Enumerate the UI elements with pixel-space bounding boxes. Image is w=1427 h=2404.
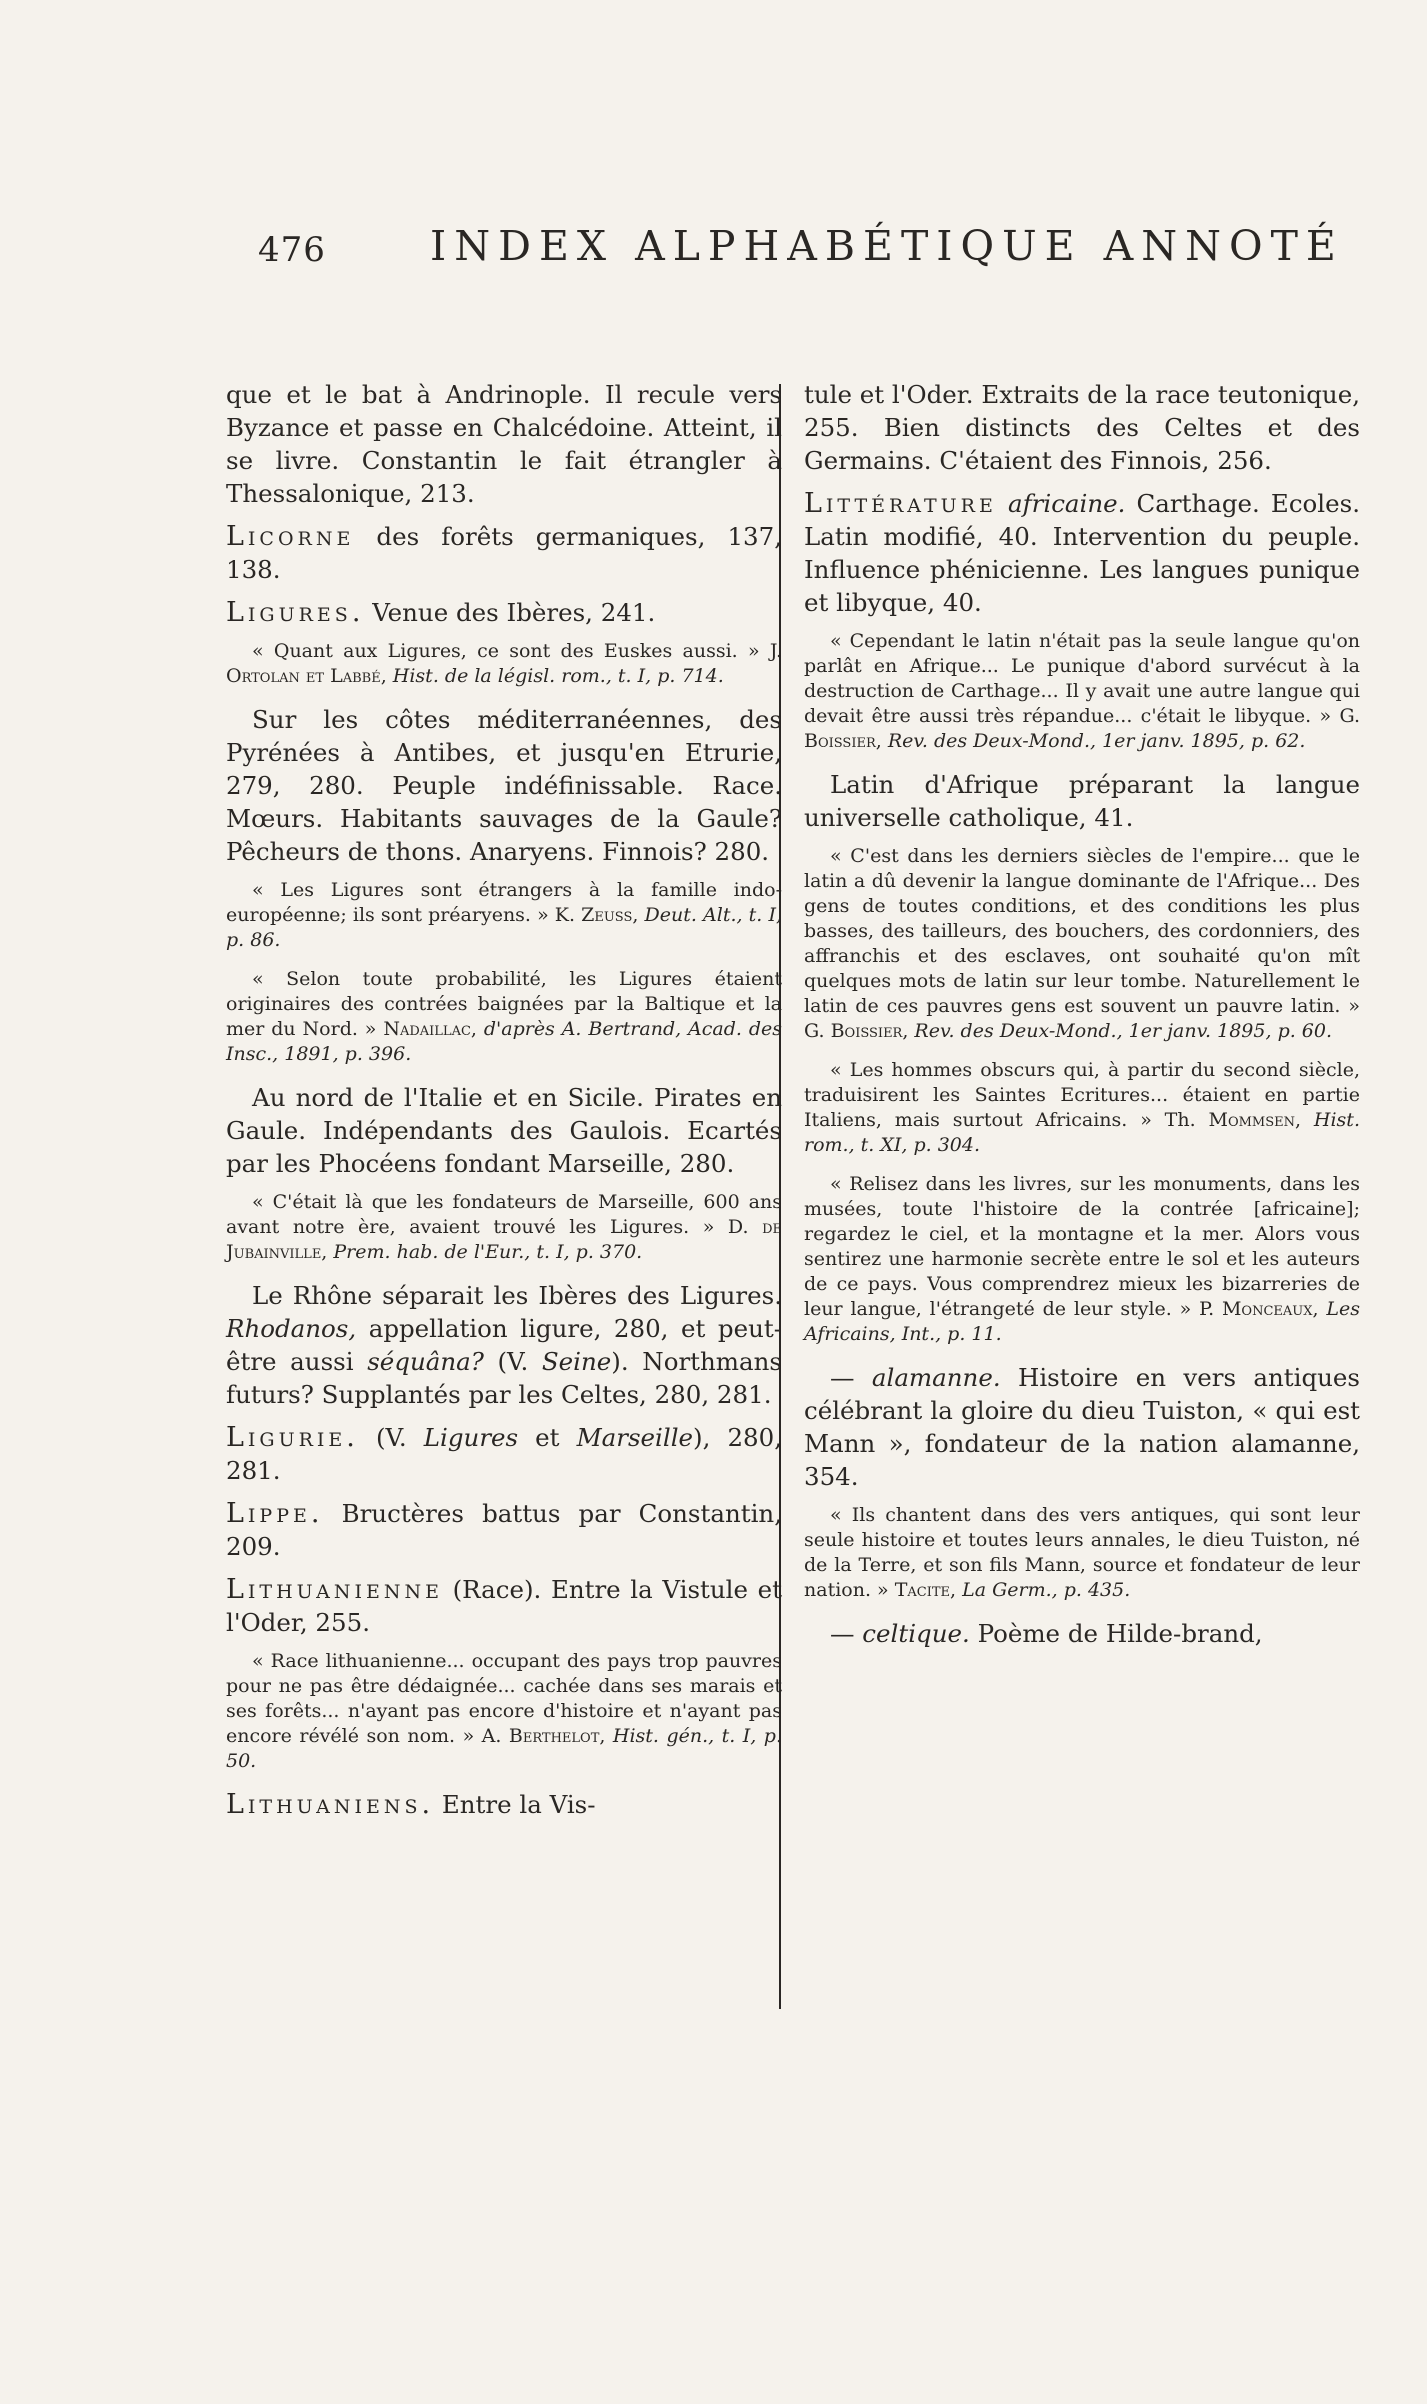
- quote-author: Monceaux,: [1221, 1298, 1319, 1320]
- entry-litterature: Littérature africaine. Carthage. Ecoles. Latin modifié, 40. Intervention du peuple. Influence phénicienne. Les langues punique et libyque, 40.: [804, 488, 1360, 617]
- quote-reference: La Germ., p. 435.: [956, 1579, 1131, 1601]
- right-column: [804, 378, 1360, 1660]
- quote-author: Mommsen,: [1208, 1109, 1302, 1131]
- quotation: « Les hommes obscurs qui, à partir du second siècle, traduisirent les Saintes Ecritures... étaient en partie Italiens, mais surtout Africains. » Th. Mommsen, Hist. rom., t. XI, p. 304.: [804, 1059, 1360, 1156]
- headword: Lippe.: [226, 1498, 324, 1529]
- entry-licorne: Licorne des forêts germaniques, 137, 138.: [226, 521, 782, 584]
- headword: Lithuanienne: [226, 1574, 443, 1605]
- quote-author: Boissier,: [830, 1020, 909, 1042]
- quotation: « Relisez dans les livres, sur les monuments, dans les musées, toute l'histoire de la contrée [africaine]; regardez le ciel, et la montagne et la mer. Alors vous sentirez une harmonie secrète entre le sol et les auteurs de ce pays. Vous comprendrez mieux les bizarreries de leur langue, l'étrangeté de leur style. » P. Monceaux, Les Africains, Int., p. 11.: [804, 1173, 1360, 1345]
- quote-reference: Hist. de la législ. rom., t. I, p. 714.: [386, 665, 724, 687]
- entry-lithuaniens: Lithuaniens. Entre la Vis-: [226, 1789, 596, 1820]
- quote-author: Berthelot,: [508, 1725, 606, 1747]
- entry-paragraph: Latin d'Afrique préparant la langue universelle catholique, 41.: [804, 770, 1360, 832]
- quotation: « Les Ligures sont étrangers à la famille indo-européenne; ils sont préaryens. » K. Zeuss, Deut. Alt., t. I, p. 86.: [226, 879, 782, 951]
- headword: Lithuaniens.: [226, 1789, 435, 1820]
- quotation: « Ils chantent dans des vers antiques, qui sont leur seule histoire et toutes leurs annales, le dieu Tuiston, né de la Terre, et son fils Mann, source et fondateur de leur nation. » Tacite, La Germ., p. 435.: [804, 1504, 1360, 1601]
- quote-author: Boissier,: [804, 730, 882, 752]
- quote-author: Nadaillac,: [383, 1018, 477, 1040]
- entry-lippe: Lippe. Bructères battus par Constantin, 209.: [226, 1498, 782, 1561]
- running-title: INDEX ALPHABÉTIQUE ANNOTÉ: [430, 222, 1344, 270]
- entry-paragraph: Le Rhône séparait les Ibères des Ligures. Rhodanos, appellation ligure, 280, et peut-être aussi séquâna? (V. Seine). Northmans futurs? Supplantés par les Celtes, 280, 281.: [226, 1281, 782, 1409]
- quote-reference: Hist. gén., t. I, p. 50.: [226, 1725, 783, 1772]
- quote-reference: Deut. Alt., t. I, p. 86.: [226, 904, 782, 951]
- quotation: « Quant aux Ligures, ce sont des Euskes aussi. » J. Ortolan et Labbé, Hist. de la législ. rom., t. I, p. 714.: [226, 640, 782, 687]
- left-column: [226, 378, 782, 1831]
- entry-ligurie: Ligurie. (V. Ligures et Marseille), 280, 281.: [226, 1422, 782, 1485]
- quote-reference: d'après A. Bertrand, Acad. des Insc., 1891, p. 396.: [226, 1018, 783, 1065]
- quote-reference: Prem. hab. de l'Eur., t. I, p. 370.: [327, 1241, 643, 1263]
- quote-author: Zeuss,: [581, 904, 639, 926]
- quotation: « Race lithuanienne... occupant des pays trop pauvres pour ne pas être dédaignée... cachée dans ses marais et ses forêts... n'ayant pas encore d'histoire et n'ayant pas encore révélé son nom. » A. Berthelot, Hist. gén., t. I, p. 50.: [226, 1650, 783, 1772]
- continued-entry: tule et l'Oder. Extraits de la race teutonique, 255. Bien distincts des Celtes et des Germains. C'étaient des Finnois, 256.: [804, 380, 1360, 475]
- headword: Ligures.: [226, 597, 365, 628]
- quote-author: de Jubainville,: [226, 1216, 782, 1263]
- headword: Littérature: [804, 488, 997, 519]
- quote-reference: Les Africains, Int., p. 11.: [804, 1298, 1360, 1345]
- continued-entry: que et le bat à Andrinople. Il recule vers Byzance et passe en Chalcédoine. Atteint, il se livre. Constantin le fait étrangler à Thessalonique, 213.: [226, 380, 782, 508]
- entry-paragraph: Au nord de l'Italie et en Sicile. Pirates en Gaule. Indépendants des Gaulois. Ecartés par les Phocéens fondant Marseille, 280.: [226, 1083, 782, 1178]
- entry-ligures: Ligures. Venue des Ibères, 241.: [226, 597, 656, 628]
- headword: Ligurie.: [226, 1422, 359, 1453]
- quote-reference: Hist. rom., t. XI, p. 304.: [804, 1109, 1360, 1156]
- quote-reference: Rev. des Deux-Mond., 1er janv. 1895, p. 62.: [881, 730, 1306, 752]
- quotation: « C'est dans les derniers siècles de l'empire... que le latin a dû devenir la langue dominante de l'Afrique... Des gens de toutes conditions, et des conditions les plus basses, des tailleurs, des bouchers, des cordonniers, des affranchis et des esclaves, ont souhaité qu'on mît quelques mots de latin sur leur tombe. Naturellement le latin de ces pauvres gens est souvent un pauvre latin. » G. Boissier, Rev. des Deux-Mond., 1er janv. 1895, p. 60.: [804, 845, 1360, 1042]
- headword: Licorne: [226, 521, 355, 552]
- page-header: [258, 222, 1344, 282]
- entry-lithuanienne: Lithuanienne (Race). Entre la Vistule et l'Oder, 255.: [226, 1574, 782, 1637]
- entry-subentry: — alamanne. Histoire en vers antiques célébrant la gloire du dieu Tuiston, « qui est Mann », fondateur de la nation alamanne, 354.: [804, 1363, 1360, 1491]
- quote-author: Tacite,: [894, 1579, 957, 1601]
- entry-subentry: — celtique. Poème de Hilde-brand,: [830, 1619, 1263, 1648]
- page-number: 476: [258, 230, 326, 270]
- entry-paragraph: Sur les côtes méditerranéennes, des Pyrénées à Antibes, et jusqu'en Etrurie, 279, 280. Peuple indéfinissable. Race. Mœurs. Habitants sauvages de la Gaule? Pêcheurs de thons. Anaryens. Finnois? 280.: [226, 705, 782, 866]
- quotation: « Cependant le latin n'était pas la seule langue qu'on parlât en Afrique... Le punique d'abord survécut à la destruction de Carthage... Il y avait une autre langue qui devait être aussi très répandue... c'était le libyque. » G. Boissier, Rev. des Deux-Mond., 1er janv. 1895, p. 62.: [804, 630, 1360, 752]
- quote-reference: Rev. des Deux-Mond., 1er janv. 1895, p. 60.: [908, 1020, 1333, 1042]
- quotation: « Selon toute probabilité, les Ligures étaient originaires des contrées baignées par la Baltique et la mer du Nord. » Nadaillac, d'après A. Bertrand, Acad. des Insc., 1891, p. 396.: [226, 968, 783, 1065]
- quote-author: Ortolan et Labbé,: [226, 665, 387, 687]
- quotation: « C'était là que les fondateurs de Marseille, 600 ans avant notre ère, avaient trouvé les Ligures. » D. de Jubainville, Prem. hab. de l'Eur., t. I, p. 370.: [226, 1191, 782, 1263]
